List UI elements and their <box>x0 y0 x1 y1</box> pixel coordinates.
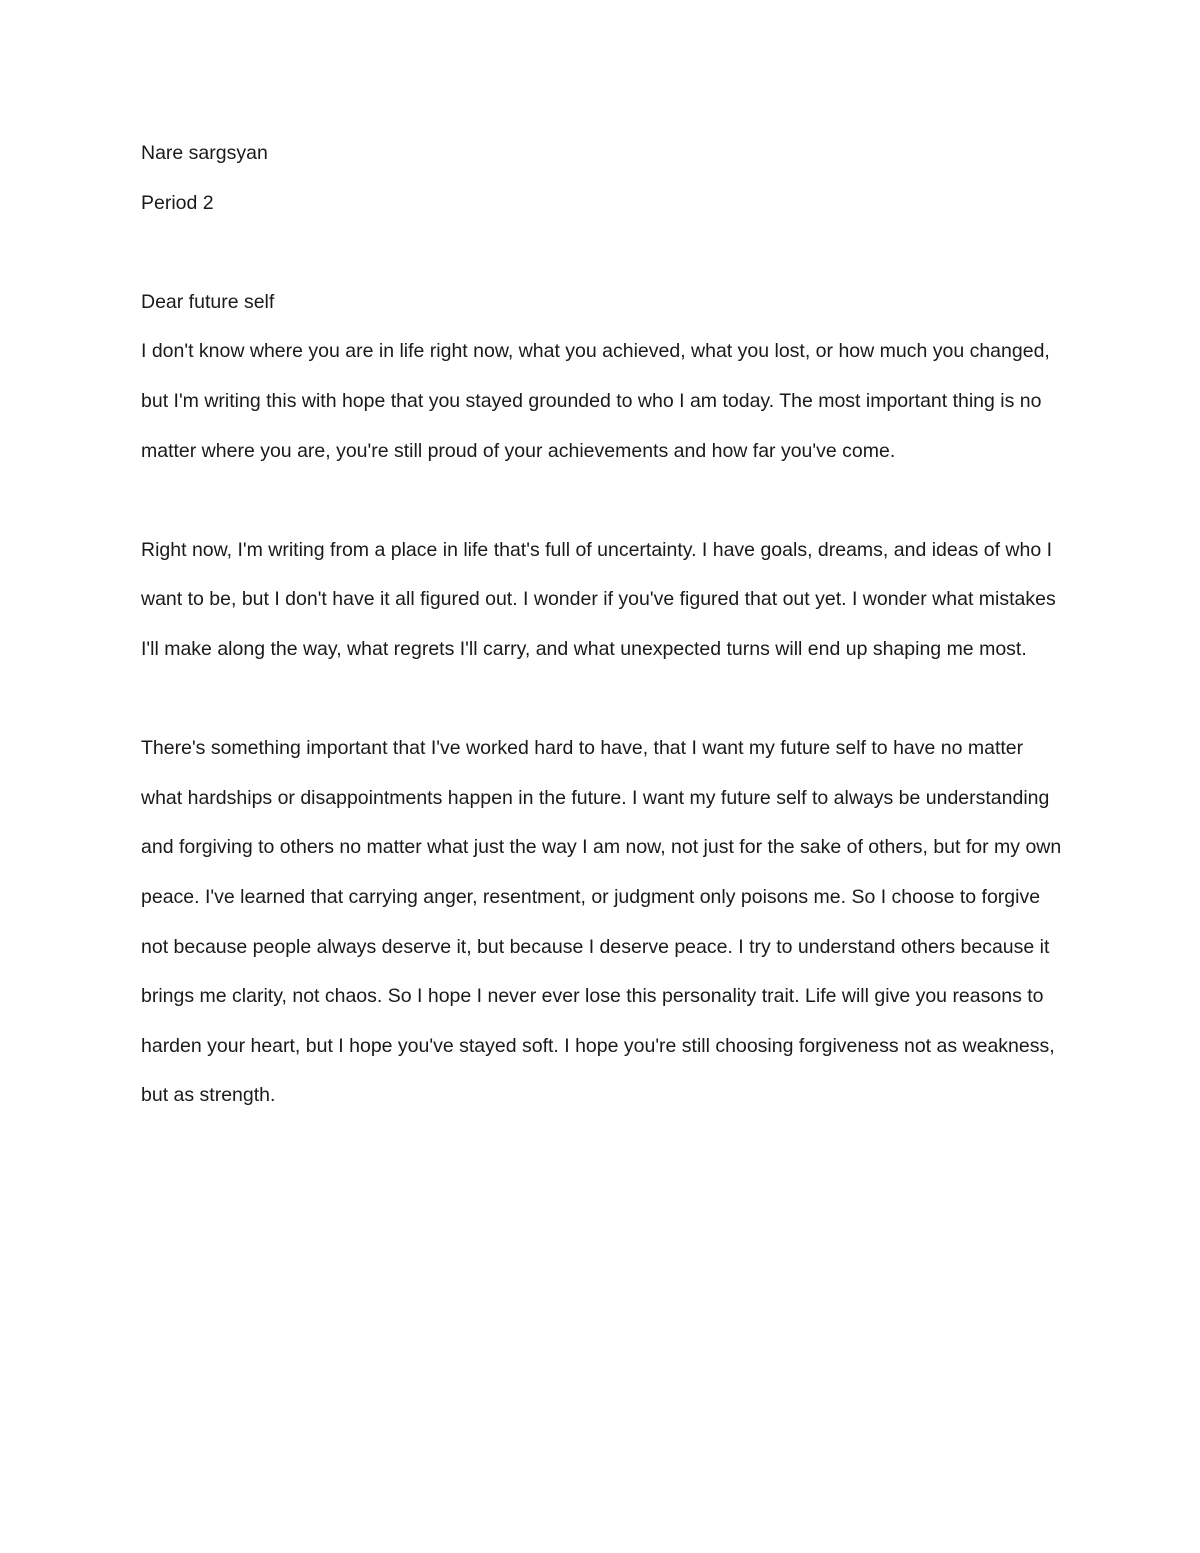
author-name: Nare sargsyan <box>141 142 268 164</box>
spacer <box>141 476 1066 526</box>
paragraph-3: There's something important that I've worked hard to have, that I want my future self to have no matter what hardships or disappointments happen in the future. I want my future self to always be understanding and forgiving to others no matter what just the way I am now, not just for the sake of others, but for my own peace. I've learned that carrying anger, resentment, or judgment only poisons me. So I choose to forgive not because people always deserve it, but because I deserve peace. I try to understand others because it brings me clarity, not chaos. So I hope I never ever lose this personality trait. Life will give you reasons to harden your heart, but I hope you've stayed soft. I hope you're still choosing forgiveness not as weakness, but as strength. <box>141 737 1062 1107</box>
paragraph-1: I don't know where you are in life right now, what you achieved, what you lost, or how much you changed, but I'm writing this with hope that you stayed grounded to who I am today. The most important thing is no matter where you are, you're still proud of your achievements and how far you've come. <box>141 340 1050 462</box>
salutation: Dear future self <box>141 290 275 313</box>
document-body <box>141 129 1066 1121</box>
class-period: Period 2 <box>141 191 214 214</box>
spacer <box>141 228 1066 278</box>
paragraph-2: Right now, I'm writing from a place in life that's full of uncertainty. I have goals, dreams, and ideas of who I want to be, but I don't have it all figured out. I wonder if you've figured that out yet. I wonder what mistakes I'll make along the way, what regrets I'll carry, and what unexpected turns will end up shaping me most. <box>141 538 1056 660</box>
spacer <box>141 675 1066 725</box>
